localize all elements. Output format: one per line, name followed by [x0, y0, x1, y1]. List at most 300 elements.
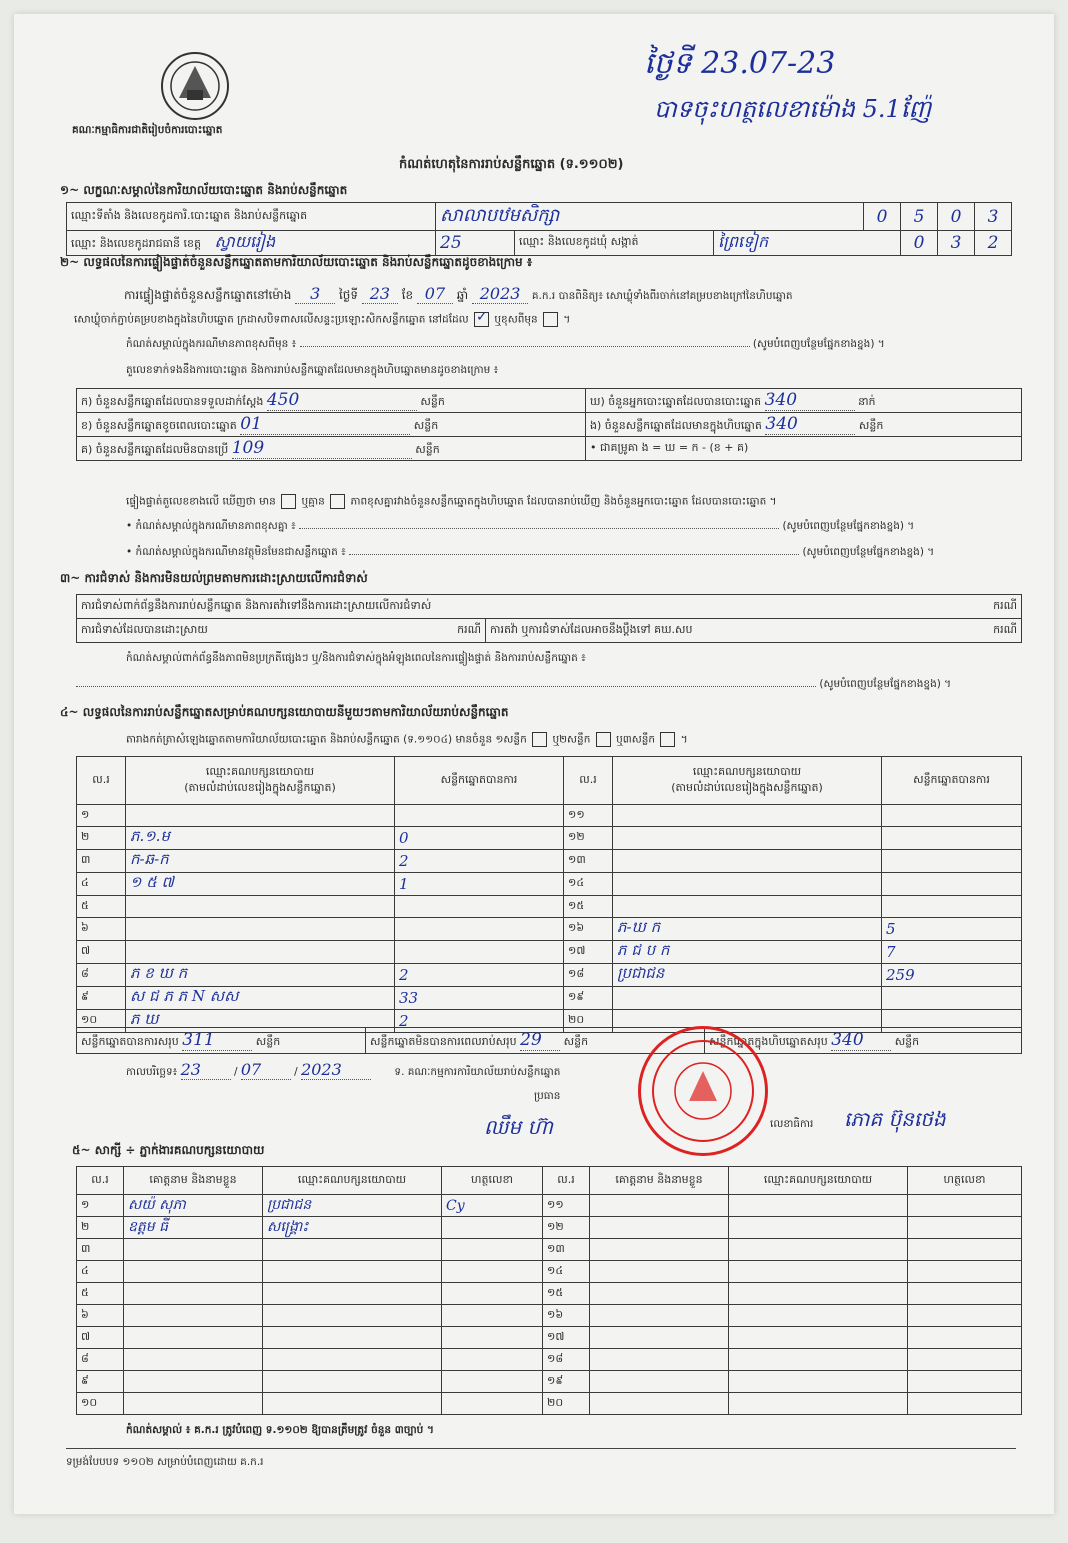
- gh-unit: នាក់: [858, 395, 876, 408]
- same-checkbox[interactable]: [474, 312, 489, 327]
- col-party-left: [126, 757, 395, 805]
- note-diff-field[interactable]: [299, 528, 779, 529]
- kh-label: ខ) ចំនួនសន្លឹកឆ្នោតខូចពេលបោះឆ្នោត: [81, 419, 237, 432]
- witness-row: [77, 1261, 1022, 1283]
- kh-value: 01: [240, 414, 410, 435]
- k-cell: [77, 389, 586, 413]
- kh-cell: [77, 413, 586, 437]
- section4-intro-b: ឬ២សន្លឹក: [552, 733, 591, 746]
- handwritten-time-note: បាទចុះហត្ថលេខាម៉ោង 5.1ញ៉ែ: [654, 95, 932, 123]
- two-sheet-checkbox[interactable]: [596, 732, 611, 747]
- form-title: កំណត់ហេតុនៃការរាប់សន្លឹកឆ្នោត (ទ.១១០២): [399, 157, 624, 172]
- witness-row: [77, 1283, 1022, 1305]
- row-number: ៧: [77, 1327, 124, 1349]
- official-stamp: [638, 1026, 768, 1156]
- verify-text-a: ការផ្ទៀងផ្ទាត់ចំនួនសន្លឹកឆ្នោតនៅម៉ោង: [124, 288, 292, 302]
- party-name[interactable]: ភ.១.ម: [126, 827, 395, 850]
- valid-votes[interactable]: [395, 896, 564, 918]
- party-name[interactable]: [126, 805, 395, 827]
- section5-title: ៥~ សាក្សី ÷ ភ្នាក់ងារគណបក្សនយោបាយ: [72, 1143, 265, 1157]
- note-wrong-line: [126, 338, 1021, 353]
- results-row: [77, 941, 1022, 964]
- witness-signature[interactable]: [442, 1305, 543, 1327]
- ko-cell: [77, 437, 586, 461]
- valid-votes[interactable]: [395, 918, 564, 941]
- row-number: ៦: [77, 918, 126, 941]
- verify-year: 2023: [472, 284, 528, 304]
- formula: • ជាគម្រូគា ង = ឃ = ក - (ខ + គ): [586, 437, 1022, 461]
- witness-name[interactable]: [124, 1261, 263, 1283]
- verify-day: 23: [362, 284, 398, 304]
- row-number: ២: [77, 827, 126, 850]
- row-number: ១៦: [564, 918, 613, 941]
- witness-signature[interactable]: [442, 1349, 543, 1371]
- witness-signature[interactable]: [908, 1261, 1022, 1283]
- witness-signature[interactable]: [908, 1327, 1022, 1349]
- witness-party[interactable]: [729, 1371, 908, 1393]
- witness-signature[interactable]: [442, 1393, 543, 1415]
- witness-signature[interactable]: [908, 1371, 1022, 1393]
- gh-label: ឃ) ចំនួនអ្នកបោះឆ្នោតដែលបានបោះឆ្នោត: [590, 395, 762, 408]
- valid-votes[interactable]: 259: [882, 964, 1022, 987]
- verify-line2-b: ឬខុសពីមុន: [494, 313, 538, 326]
- col-no-left: ល.រ: [77, 757, 126, 805]
- party-name[interactable]: [613, 873, 882, 896]
- objection-label: ការជំទាស់ពាក់ព័ន្ធនឹងការរាប់សន្លឹកឆ្នោត និងការតវ៉ាទៅនឹងការដោះស្រាយលើការជំទាស់: [81, 598, 432, 612]
- kh-unit: សន្លឹក: [413, 419, 439, 432]
- total-valid-label: សន្លឹកឆ្នោតបានការសរុប: [81, 1035, 179, 1048]
- witness-name[interactable]: [124, 1371, 263, 1393]
- witness-row: [77, 1349, 1022, 1371]
- witness-name[interactable]: [590, 1195, 729, 1217]
- commune-label: ឈ្មោះ និងលេខកូដឃុំ សង្កាត់: [515, 231, 714, 256]
- location-value: សាលាបឋមសិក្សា: [436, 203, 864, 231]
- witness-signature[interactable]: [442, 1261, 543, 1283]
- date-year: 2023: [301, 1060, 371, 1080]
- witness-party[interactable]: [729, 1239, 908, 1261]
- location-code-2: 5: [901, 203, 938, 231]
- col-votes-right: សន្លឹកឆ្នោតបានការ: [882, 757, 1022, 805]
- witness-name[interactable]: [590, 1393, 729, 1415]
- witness-party[interactable]: [263, 1393, 442, 1415]
- total-valid-value: 311: [182, 1030, 252, 1051]
- witness-name[interactable]: សយ៉ សុភា: [124, 1195, 263, 1217]
- row-number: ១៦: [543, 1305, 590, 1327]
- row-number: ២: [77, 1217, 124, 1239]
- secretary-label: លេខាធិការ: [770, 1118, 814, 1130]
- valid-votes[interactable]: [882, 873, 1022, 896]
- witness-party[interactable]: [729, 1283, 908, 1305]
- committee-name: គណៈកម្មាធិការជាតិរៀបចំការបោះឆ្នោត: [72, 124, 223, 136]
- valid-votes[interactable]: 0: [395, 827, 564, 850]
- witness-signature[interactable]: [908, 1305, 1022, 1327]
- witness-party[interactable]: [263, 1261, 442, 1283]
- valid-votes[interactable]: 2: [395, 964, 564, 987]
- total-box-value: 340: [831, 1030, 891, 1051]
- witness-signature[interactable]: [442, 1217, 543, 1239]
- witness-party[interactable]: ប្រជាជន: [263, 1195, 442, 1217]
- fill-more-3: (សូមបំពេញបន្ថែមផ្នែកខាងខ្នង) ។: [802, 546, 935, 558]
- witness-party[interactable]: [729, 1217, 908, 1239]
- witness-name[interactable]: [590, 1349, 729, 1371]
- valid-votes[interactable]: [882, 987, 1022, 1010]
- row-number: ៤: [77, 873, 126, 896]
- section4-title: ៤~ លទ្ធផលនៃការរាប់សន្លឹកឆ្នោតសម្រាប់គណបក្សនយោបាយនីមួយៗតាមការិយាល័យរាប់សន្លឹកឆ្នោត: [60, 705, 509, 719]
- witness-name[interactable]: [124, 1349, 263, 1371]
- row-number: ៦: [77, 1305, 124, 1327]
- province-number: 25: [436, 231, 515, 256]
- col-votes-left: សន្លឹកឆ្នោតបានការ: [395, 757, 564, 805]
- valid-votes[interactable]: [882, 827, 1022, 850]
- row-number: ១៥: [564, 896, 613, 918]
- witness-name[interactable]: [124, 1327, 263, 1349]
- witness-signature[interactable]: [908, 1393, 1022, 1415]
- note-wrong-label: កំណត់សម្គាល់ក្នុងករណីមានភាពខុសពីមុន ៖: [126, 338, 297, 350]
- date-day: 23: [181, 1060, 231, 1080]
- secretary-signature: ភោគ ប៊ុនថេង: [844, 1107, 946, 1131]
- witness-table: [76, 1166, 1022, 1415]
- valid-votes[interactable]: 33: [395, 987, 564, 1010]
- witness-signature[interactable]: [442, 1327, 543, 1349]
- ng-label: ង) ចំនួនសន្លឹកឆ្នោតដែលមានក្នុងហិបឆ្នោត: [590, 419, 762, 432]
- row-number: ១០: [77, 1010, 126, 1033]
- results-row: [77, 873, 1022, 896]
- resolved-cell: [77, 619, 486, 643]
- note-diff-line: [126, 520, 1021, 535]
- witness-row: [77, 1239, 1022, 1261]
- witness-party[interactable]: [263, 1327, 442, 1349]
- witness-party[interactable]: [729, 1393, 908, 1415]
- results-table: [76, 756, 1022, 1033]
- row-number: ១១: [564, 805, 613, 827]
- section1-table: [66, 202, 1012, 256]
- witness-signature[interactable]: [908, 1239, 1022, 1261]
- witness-party[interactable]: [729, 1261, 908, 1283]
- intro-table: តួលេខទាក់ទងនឹងការបោះឆ្នោត និងការរាប់សន្លឹកឆ្នោតដែលមានក្នុងហិបឆ្នោតមានដូចខាងក្រោម ៖: [126, 364, 499, 376]
- section3-note-field[interactable]: [76, 686, 816, 687]
- row-number: ១: [77, 1195, 124, 1217]
- witness-party[interactable]: [263, 1305, 442, 1327]
- w-col-sign-left: ហត្ថលេខា: [442, 1167, 543, 1195]
- row-number: ២០: [543, 1393, 590, 1415]
- resolved-label: ការជំទាស់ដែលបានដោះស្រាយ: [81, 622, 208, 636]
- row-number: ១២: [564, 827, 613, 850]
- row-number: ៣: [77, 850, 126, 873]
- results-row: [77, 964, 1022, 987]
- party-name[interactable]: ប្រជាជន: [613, 964, 882, 987]
- party-name[interactable]: [126, 918, 395, 941]
- commune-value: ព្រៃទៀក: [714, 231, 901, 256]
- valid-votes[interactable]: [395, 941, 564, 964]
- total-box-label: សន្លឹកឆ្នោតក្នុងហិបឆ្នោតសរុប: [709, 1035, 828, 1048]
- col-party-right: [613, 757, 882, 805]
- row-number: ៤: [77, 1261, 124, 1283]
- verification-line-2: សោឃ្លុំចាក់ភ្ជាប់គម្របខាងក្នុងនៃហិបឆ្នោត ក្រដាសបិទពាសលើសន្ទះប្រឡោះសិកសន្លឹកឆ្នោត នៅដដែល ✓ ឬខុសពីមុន ។: [74, 312, 570, 329]
- note-diff-label: • កំណត់សម្គាល់ក្នុងករណីមានភាពខុសគ្នា ៖: [126, 520, 296, 532]
- row-number: ៩: [77, 1371, 124, 1393]
- row-number: ១៥: [543, 1283, 590, 1305]
- date-month: 07: [241, 1060, 291, 1080]
- party-name[interactable]: ភ ជ ប ក: [613, 941, 882, 964]
- total-valid-unit: សន្លឹក: [255, 1035, 281, 1048]
- total-box-unit: សន្លឹក: [894, 1035, 920, 1048]
- w-col-no-right: ល.រ: [543, 1167, 590, 1195]
- witness-party[interactable]: [729, 1327, 908, 1349]
- row-number: ១៨: [543, 1349, 590, 1371]
- total-invalid-label: សន្លឹកឆ្នោតមិនបានការពេលរាប់សរុប: [370, 1035, 517, 1048]
- verify-month: 07: [417, 284, 453, 304]
- witness-signature[interactable]: [442, 1239, 543, 1261]
- party-name[interactable]: [126, 896, 395, 918]
- note-wrong-field[interactable]: [300, 346, 750, 347]
- note-other-line: [126, 546, 1021, 561]
- witness-name[interactable]: [124, 1239, 263, 1261]
- province-value: ស្វាយរៀង: [214, 232, 276, 251]
- valid-votes[interactable]: 7: [882, 941, 1022, 964]
- footer-bottom: ទម្រង់បែបបទ ១១០២ សម្រាប់បំពេញដោយ គ.ក.រ: [66, 1456, 264, 1468]
- row-number: ១៣: [543, 1239, 590, 1261]
- valid-votes[interactable]: [395, 805, 564, 827]
- witness-name[interactable]: ឧត្តម ធី: [124, 1217, 263, 1239]
- section4-intro-text: តារាងកត់ត្រាសំឡេងឆ្នោតតាមការិយាល័យបោះឆ្នោត និងរាប់សន្លឹកឆ្នោត (ទ.១១០៤) មានចំនួន ១សន្លឹក: [126, 733, 527, 746]
- witness-name[interactable]: [124, 1305, 263, 1327]
- section3-note: កំណត់សម្គាល់ពាក់ព័ន្ធនឹងភាពមិនប្រក្រតីផ្សេងៗ ឬ/និងការជំទាស់ក្នុងអំឡុងពេលនៃការផ្ទៀងផ្ទាត់ និងការរាប់សន្លឹកឆ្នោត ៖: [126, 652, 586, 664]
- check-line-a: ផ្ទៀងផ្ទាត់តួលេខខាងលើ ឃើញថា មាន: [126, 495, 276, 508]
- witness-signature[interactable]: Cy: [442, 1195, 543, 1217]
- check-line-c: ភាពខុសគ្នារវាងចំនួនសន្លឹកឆ្នោតក្នុងហិបឆ្នោត ដែលបានរាប់ឃើញ និងចំនួនអ្នកបោះឆ្នោត ដែលបានបោះឆ្នោត ។: [350, 495, 777, 508]
- witness-row: [77, 1371, 1022, 1393]
- witness-name[interactable]: [124, 1393, 263, 1415]
- president-label: ប្រធាន: [534, 1090, 561, 1102]
- witness-party[interactable]: [263, 1239, 442, 1261]
- valid-votes[interactable]: 2: [395, 1010, 564, 1033]
- row-number: ១០: [77, 1393, 124, 1415]
- valid-votes[interactable]: 2: [395, 850, 564, 873]
- row-number: ១៤: [543, 1261, 590, 1283]
- witness-name[interactable]: [590, 1305, 729, 1327]
- w-col-no-left: ល.រ: [77, 1167, 124, 1195]
- party-name[interactable]: [613, 987, 882, 1010]
- location-code-3: 0: [938, 203, 975, 231]
- gh-value: 340: [765, 390, 855, 411]
- note-other-field[interactable]: [349, 554, 799, 555]
- handwritten-date-note: ថ្ងៃទី 23.07-23: [644, 46, 836, 81]
- location-label: ឈ្មោះទីតាំង និងលេខកូដការិ.បោះឆ្នោត និងរាប់សន្លឹកឆ្នោត: [67, 203, 436, 231]
- totals-table: [76, 1027, 1022, 1054]
- results-row: [77, 827, 1022, 850]
- has-difference-checkbox[interactable]: [281, 494, 296, 509]
- witness-party[interactable]: [263, 1349, 442, 1371]
- location-code-1: 0: [864, 203, 901, 231]
- witness-party[interactable]: [729, 1195, 908, 1217]
- witness-row: [77, 1217, 1022, 1239]
- col-party-left-sub: (តាមលំដាប់លេខរៀងក្នុងសន្លឹកឆ្នោត): [184, 780, 336, 794]
- section4-intro: តារាងកត់ត្រាសំឡេងឆ្នោតតាមការិយាល័យបោះឆ្នោត និងរាប់សន្លឹកឆ្នោត (ទ.១១០៤) មានចំនួន ១សន្លឹក ឬ២សន្លឹក ឬ៣សន្លឹក ។: [126, 733, 688, 746]
- w-col-name-right: គោត្តនាម និងនាមខ្លួន: [590, 1167, 729, 1195]
- commune-code-2: 3: [938, 231, 975, 256]
- row-number: ១៤: [564, 873, 613, 896]
- col-party-right-sub: (តាមលំដាប់លេខរៀងក្នុងសន្លឹកឆ្នោត): [671, 780, 823, 794]
- row-number: ៥: [77, 1283, 124, 1305]
- appeal-label: ការតវ៉ា ឬការជំទាស់ដែលអាចនឹងប្តឹងទៅ គឃ.សប: [490, 622, 693, 636]
- party-name[interactable]: [613, 827, 882, 850]
- row-number: ៧: [77, 941, 126, 964]
- no-difference-checkbox[interactable]: [330, 494, 345, 509]
- party-name[interactable]: ស ជ ភ ភ N សស: [126, 987, 395, 1010]
- valid-votes[interactable]: 5: [882, 918, 1022, 941]
- col-party-left-title: ឈ្មោះគណបក្សនយោបាយ: [205, 764, 315, 778]
- note-other-label: • កំណត់សម្គាល់ក្នុងករណីមានវត្ថុមិនមែនជាសន្លឹកឆ្នោត ៖: [126, 546, 346, 558]
- witness-name[interactable]: [124, 1283, 263, 1305]
- row-number: ៥: [77, 896, 126, 918]
- row-number: ៨: [77, 964, 126, 987]
- witness-row: [77, 1327, 1022, 1349]
- k-label: ក) ចំនួនសន្លឹកឆ្នោតដែលបានទទួលដាក់ស្តែង: [81, 395, 264, 408]
- party-name[interactable]: ភ ឃ: [126, 1010, 395, 1033]
- objection-row: [77, 595, 1022, 619]
- ng-value: 340: [765, 414, 855, 435]
- one-sheet-checkbox[interactable]: [532, 732, 547, 747]
- appeal-cell: [486, 619, 1022, 643]
- valid-votes[interactable]: [882, 805, 1022, 827]
- results-row: [77, 987, 1022, 1010]
- section3-table: [76, 594, 1022, 643]
- witness-signature[interactable]: [908, 1349, 1022, 1371]
- witness-party[interactable]: [729, 1349, 908, 1371]
- location-code-4: 3: [975, 203, 1012, 231]
- section1-title: ១~ លក្ខណៈសម្គាល់នៃការិយាល័យបោះឆ្នោត និងរាប់សន្លឹកឆ្នោត: [60, 183, 348, 197]
- row-number: ១៣: [564, 850, 613, 873]
- witness-party[interactable]: [263, 1283, 442, 1305]
- commune-code-3: 2: [975, 231, 1012, 256]
- witness-signature[interactable]: [442, 1283, 543, 1305]
- w-col-name-left: គោត្តនាម និងនាមខ្លួន: [124, 1167, 263, 1195]
- verify-hour: 3: [295, 284, 335, 304]
- valid-votes[interactable]: [882, 896, 1022, 918]
- total-invalid-unit: សន្លឹក: [563, 1035, 589, 1048]
- ko-unit: សន្លឹក: [415, 443, 440, 456]
- fill-more-4: (សូមបំពេញបន្ថែមផ្នែកខាងខ្នង) ។: [819, 678, 952, 690]
- k-unit: សន្លឹក: [420, 395, 445, 408]
- ng-cell: [586, 413, 1022, 437]
- results-row: [77, 918, 1022, 941]
- col-no-right: ល.រ: [564, 757, 613, 805]
- ng-unit: សន្លឹក: [858, 419, 884, 432]
- witness-party[interactable]: សង្គ្រោះ: [263, 1217, 442, 1239]
- check-line: [126, 494, 777, 511]
- row-number: ៣: [77, 1239, 124, 1261]
- witness-signature[interactable]: [908, 1283, 1022, 1305]
- fill-more-1: (សូមបំពេញបន្ថែមផ្នែកខាងខ្នង) ។: [752, 338, 885, 350]
- row-number: ១: [77, 805, 126, 827]
- date-label: កាលបរិច្ឆេទ៖: [126, 1066, 178, 1078]
- section3-title: ៣~ ការជំទាស់ និងការមិនយល់ព្រមតាមការដោះស្រាយលើការជំទាស់: [60, 571, 368, 585]
- three-sheet-checkbox[interactable]: [660, 732, 675, 747]
- witness-name[interactable]: [590, 1283, 729, 1305]
- row-number: ១៨: [564, 964, 613, 987]
- row-number: ៩: [77, 987, 126, 1010]
- footer-divider: [66, 1448, 1016, 1449]
- valid-votes[interactable]: [882, 850, 1022, 873]
- commune-code-1: 0: [901, 231, 938, 256]
- document-page: [14, 14, 1054, 1514]
- witness-name[interactable]: [590, 1261, 729, 1283]
- fill-more-2: (សូមបំពេញបន្ថែមផ្នែកខាងខ្នង) ។: [782, 520, 915, 532]
- section3-note-line: [76, 678, 1022, 693]
- ko-label: គ) ចំនួនសន្លឹកឆ្នោតដែលមិនបានប្រើ: [81, 443, 229, 456]
- col-party-right-title: ឈ្មោះគណបក្សនយោបាយ: [692, 764, 802, 778]
- party-name[interactable]: [613, 896, 882, 918]
- witness-name[interactable]: [590, 1327, 729, 1349]
- section2-title: ២~ លទ្ធផលនៃការផ្ទៀងផ្ទាត់ចំនួនសន្លឹកឆ្នោតតាមការិយាល័យបោះឆ្នោត និងរាប់សន្លឹកឆ្នោតដូចខាងក្រោម ៖: [60, 255, 533, 269]
- party-name[interactable]: [126, 941, 395, 964]
- commission-label: ទ. គណៈកម្មការការិយាល័យរាប់សន្លឹកឆ្នោត: [394, 1066, 561, 1078]
- verify-text-d: ឆ្នាំ: [456, 288, 469, 302]
- row-number: ១២: [543, 1217, 590, 1239]
- witness-row: [77, 1393, 1022, 1415]
- resolved-case: ករណី: [457, 622, 481, 636]
- objection-case: ករណី: [993, 598, 1017, 612]
- section4-intro-c: ឬ៣សន្លឹក: [616, 733, 656, 746]
- committee-emblem: [159, 50, 231, 122]
- party-name[interactable]: ភ ខ ឃ ក: [126, 964, 395, 987]
- witness-signature[interactable]: [442, 1371, 543, 1393]
- row-number: ៨: [77, 1349, 124, 1371]
- party-name[interactable]: ភ-ឃ ក: [613, 918, 882, 941]
- row-number: ២០: [564, 1010, 613, 1033]
- witness-row: [77, 1305, 1022, 1327]
- verify-text-b: ថ្ងៃទី: [339, 288, 359, 302]
- results-row: [77, 850, 1022, 873]
- results-row: [77, 896, 1022, 918]
- row-number: ១៧: [543, 1327, 590, 1349]
- footer-note: កំណត់សម្គាល់ ៖ គ.ក.រ ត្រូវបំពេញ ទ.១១០២ ឱ្យបានត្រឹមត្រូវ ចំនួន ៣ច្បាប់ ។: [126, 1424, 434, 1436]
- check-line-b: ឬគ្មាន: [301, 495, 325, 508]
- verify-text-e: គ.ក.រ បានពិនិត្យ៖ សោឃ្លុំទាំងពីរចាក់នៅគម្របខាងក្រៅនៃហិបឆ្នោត: [531, 290, 793, 302]
- verify-text-c: ខែ: [401, 288, 414, 302]
- province-label-text: ឈ្មោះ និងលេខកូដរាជធានី ខេត្ត: [71, 237, 201, 250]
- valid-votes[interactable]: 1: [395, 873, 564, 896]
- total-valid-cell: [77, 1028, 366, 1054]
- w-col-party-right: ឈ្មោះគណបក្សនយោបាយ: [729, 1167, 908, 1195]
- k-value: 450: [267, 390, 417, 411]
- witness-party[interactable]: [729, 1305, 908, 1327]
- party-name[interactable]: [613, 805, 882, 827]
- row-number: ១១: [543, 1195, 590, 1217]
- witness-name[interactable]: [590, 1239, 729, 1261]
- witness-row: [77, 1195, 1022, 1217]
- appeal-case: ករណី: [993, 622, 1017, 636]
- gh-cell: [586, 389, 1022, 413]
- witness-signature[interactable]: [908, 1195, 1022, 1217]
- witness-party[interactable]: [263, 1371, 442, 1393]
- row-number: ១៩: [564, 987, 613, 1010]
- date-line: កាលបរិច្ឆេទ៖ 23 / 07 / 2023 ទ. គណៈកម្មការការិយាល័យរាប់សន្លឹកឆ្នោត: [126, 1060, 561, 1079]
- verify-line2-text: សោឃ្លុំចាក់ភ្ជាប់គម្របខាងក្នុងនៃហិបឆ្នោត ក្រដាសបិទពាសលើសន្ទះប្រឡោះសិកសន្លឹកឆ្នោត នៅដដែល: [74, 313, 469, 326]
- ballot-count-table: [76, 388, 1022, 461]
- ko-value: 109: [232, 438, 412, 459]
- witness-name[interactable]: [590, 1371, 729, 1393]
- party-name[interactable]: ១ ៥ ៧: [126, 873, 395, 896]
- president-signature: ឈឹម ហ៊ា: [484, 1115, 553, 1139]
- party-name[interactable]: [613, 850, 882, 873]
- w-col-sign-right: ហត្ថលេខា: [908, 1167, 1022, 1195]
- witness-name[interactable]: [590, 1217, 729, 1239]
- witness-signature[interactable]: [908, 1217, 1022, 1239]
- different-checkbox[interactable]: [543, 312, 558, 327]
- w-col-party-left: ឈ្មោះគណបក្សនយោបាយ: [263, 1167, 442, 1195]
- party-name[interactable]: ក-ឆ-ក: [126, 850, 395, 873]
